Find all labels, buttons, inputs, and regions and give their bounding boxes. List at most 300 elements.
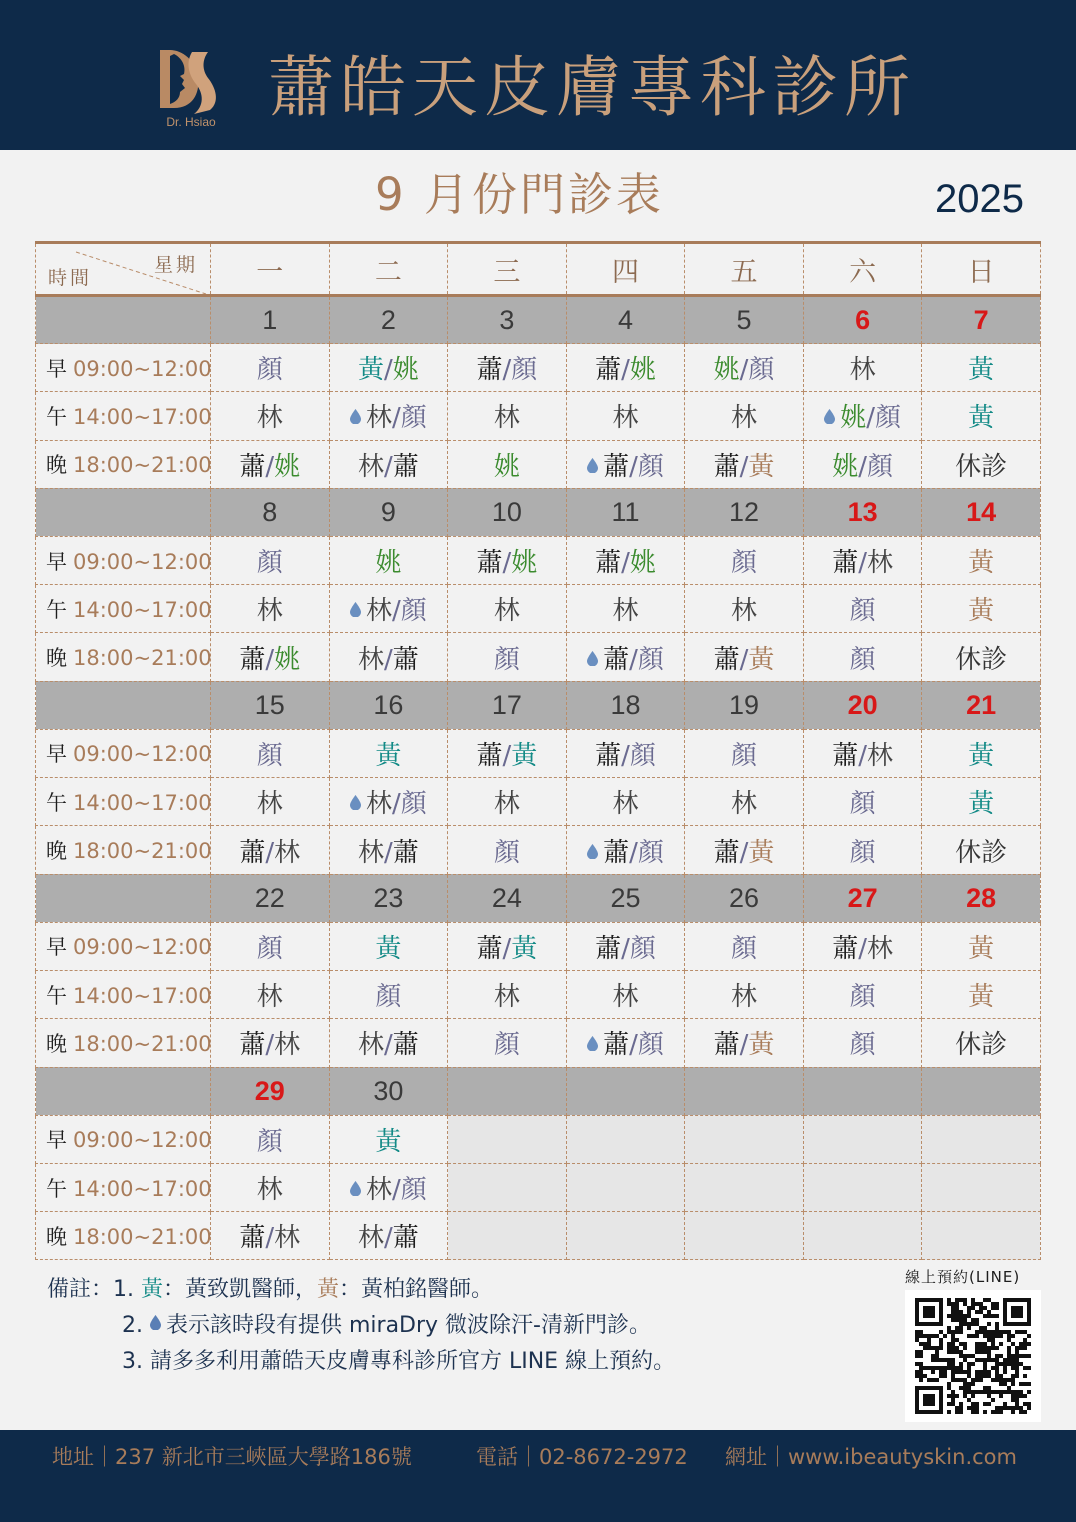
doctor-name: 顏 xyxy=(256,355,283,386)
date-row-label xyxy=(36,1067,211,1115)
doctor-name: 顏 xyxy=(849,1030,876,1061)
slot-name: 早 xyxy=(46,549,67,574)
doctor-name: / xyxy=(621,548,630,579)
doctor-name: / xyxy=(502,933,512,964)
doctor-name: 休診 xyxy=(955,1030,1008,1061)
schedule-cell xyxy=(922,1212,1041,1260)
doctor-name: 蕭 xyxy=(603,1030,630,1061)
schedule-cell xyxy=(922,970,1041,1018)
schedule-cell xyxy=(211,970,330,1018)
date-cell: 15 xyxy=(211,681,330,729)
doctor-name: 林 xyxy=(493,982,520,1013)
doctor-name: / xyxy=(391,403,401,434)
slot-label xyxy=(36,585,211,633)
doctor-name: / xyxy=(502,548,512,579)
doctor-name: 蕭 xyxy=(595,933,622,964)
doctor-name: 蕭 xyxy=(595,548,622,579)
doctor-name: 林 xyxy=(365,789,392,820)
doctor-name: 林 xyxy=(849,355,876,386)
doctor-name: / xyxy=(383,451,393,482)
doctor-name: 黃 xyxy=(375,933,402,964)
doctor-name: 姚 xyxy=(832,451,859,482)
doctor-name: / xyxy=(858,548,867,579)
doctor-name: 黃 xyxy=(748,451,775,482)
doctor-name: 蕭 xyxy=(239,644,266,675)
doctor-name: 林 xyxy=(493,403,520,434)
doctor-name: 顏 xyxy=(400,789,427,820)
page-title: 9 月份門診表 xyxy=(375,168,664,221)
slot-name: 午 xyxy=(46,404,67,429)
doctor-name: 黃 xyxy=(968,740,995,771)
slot-label xyxy=(36,1115,211,1163)
water-drop-icon xyxy=(587,844,598,859)
schedule-cell xyxy=(329,729,448,777)
doctor-name: 顏 xyxy=(874,403,901,434)
corner-weekday-label: 星期 xyxy=(153,254,198,276)
slot-label xyxy=(36,633,211,681)
schedule-cell xyxy=(566,392,685,440)
slot-name: 午 xyxy=(46,597,67,622)
note-1-doctor-b: ：黃柏銘醫師。 xyxy=(339,1277,494,1302)
doctor-name: 林 xyxy=(866,548,893,579)
slot-time: 14:00~17:00 xyxy=(73,790,212,815)
water-drop-icon xyxy=(350,1181,361,1196)
date-cell: 6 xyxy=(803,296,922,344)
slot-time: 14:00~17:00 xyxy=(73,597,212,622)
schedule-cell xyxy=(329,1115,448,1163)
schedule-cell xyxy=(448,440,567,488)
date-cell: 13 xyxy=(803,488,922,536)
date-cell xyxy=(803,1067,922,1115)
schedule-cell xyxy=(685,778,804,826)
schedule-cell xyxy=(803,1115,922,1163)
slot-name: 晚 xyxy=(46,1224,67,1249)
doctor-name: 黃 xyxy=(748,644,775,675)
slot-row xyxy=(36,633,1041,681)
doctor-name: 顏 xyxy=(731,548,758,579)
date-cell: 27 xyxy=(803,874,922,922)
schedule-cell xyxy=(211,1019,330,1067)
schedule-cell xyxy=(329,440,448,488)
schedule-cell xyxy=(566,778,685,826)
schedule-cell xyxy=(803,1212,922,1260)
slot-label xyxy=(36,440,211,488)
date-cell xyxy=(922,1067,1041,1115)
date-row xyxy=(36,681,1041,729)
doctor-name: / xyxy=(739,451,749,482)
schedule-cell xyxy=(922,536,1041,584)
slot-time: 09:00~12:00 xyxy=(73,549,212,574)
doctor-name: 林 xyxy=(357,1030,384,1061)
schedule-cell xyxy=(803,1019,922,1067)
doctor-name: 林 xyxy=(357,1223,384,1254)
doctor-name: 休診 xyxy=(955,644,1008,675)
doctor-name: / xyxy=(858,933,867,964)
slot-row xyxy=(36,826,1041,874)
water-drop-icon xyxy=(150,1315,161,1330)
doctor-name: 林 xyxy=(731,982,758,1013)
schedule-cell xyxy=(329,633,448,681)
doctor-name: 顏 xyxy=(493,644,520,675)
footer-website[interactable]: 網址｜www.ibeautyskin.com xyxy=(725,1445,1017,1469)
schedule-cell xyxy=(922,922,1041,970)
doctor-name: 林 xyxy=(612,403,639,434)
doctor-name: 顏 xyxy=(731,740,758,771)
schedule-cell xyxy=(566,1115,685,1163)
date-cell: 17 xyxy=(448,681,567,729)
doctor-name: 顏 xyxy=(637,451,664,482)
doctor-name: / xyxy=(383,1030,393,1061)
doctor-name: / xyxy=(629,644,638,675)
doctor-name: 顏 xyxy=(493,1030,520,1061)
doctor-name: / xyxy=(739,1030,749,1061)
date-cell: 20 xyxy=(803,681,922,729)
schedule-cell xyxy=(448,536,567,584)
doctor-name: 蕭 xyxy=(239,451,266,482)
schedule-cell xyxy=(922,1019,1041,1067)
notes-label: 備註： xyxy=(47,1277,114,1302)
doctor-name: 黃 xyxy=(357,355,384,386)
schedule-cell xyxy=(448,922,567,970)
doctor-name: 林 xyxy=(612,982,639,1013)
slot-row xyxy=(36,778,1041,826)
schedule-cell xyxy=(329,970,448,1018)
doctor-name: 蕭 xyxy=(476,355,503,386)
schedule-cell xyxy=(803,536,922,584)
date-cell: 2 xyxy=(329,296,448,344)
slot-label xyxy=(36,1019,211,1067)
schedule-cell xyxy=(329,344,448,392)
doctor-name: 顏 xyxy=(493,837,520,868)
doctor-name: / xyxy=(858,451,867,482)
doctor-name: 林 xyxy=(256,1175,283,1205)
doctor-name: / xyxy=(621,740,630,771)
water-drop-icon xyxy=(587,651,598,666)
doctor-name: 黃 xyxy=(968,355,995,386)
doctor-name: 黃 xyxy=(375,1126,402,1157)
weekday-header: 一 xyxy=(211,243,330,296)
slot-name: 午 xyxy=(46,1176,67,1201)
doctor-name: 黃 xyxy=(968,982,995,1013)
doctor-name: 林 xyxy=(256,789,283,820)
schedule-cell xyxy=(566,440,685,488)
schedule-cell xyxy=(685,729,804,777)
slot-row xyxy=(36,922,1041,970)
note-1-name-a: 黃 xyxy=(141,1277,164,1302)
schedule-cell xyxy=(566,1212,685,1260)
doctor-name: 顏 xyxy=(849,789,876,820)
schedule-cell xyxy=(211,1115,330,1163)
schedule-table xyxy=(35,241,1041,1260)
doctor-name: / xyxy=(383,1223,393,1254)
date-cell: 22 xyxy=(211,874,330,922)
doctor-name: 蕭 xyxy=(392,451,419,482)
doctor-name: 蕭 xyxy=(239,1223,266,1254)
doctor-name: / xyxy=(858,740,867,771)
schedule-cell xyxy=(448,1019,567,1067)
schedule-cell xyxy=(329,826,448,874)
date-cell: 25 xyxy=(566,874,685,922)
footer-phone: 電話｜02-8672-2972 xyxy=(476,1445,688,1469)
note-2-prefix: 2. xyxy=(122,1313,150,1338)
doctor-name: 顏 xyxy=(400,1175,427,1205)
doctor-name: / xyxy=(391,596,401,627)
date-cell: 21 xyxy=(922,681,1041,729)
doctor-name: 蕭 xyxy=(476,933,503,964)
schedule-cell xyxy=(685,344,804,392)
slot-row xyxy=(36,392,1041,440)
doctor-name: 蕭 xyxy=(392,1030,419,1061)
water-drop-icon xyxy=(350,409,361,424)
doctor-name: 林 xyxy=(612,596,639,627)
date-cell: 29 xyxy=(211,1067,330,1115)
doctor-name: 顏 xyxy=(849,837,876,868)
slot-row xyxy=(36,1019,1041,1067)
doctor-name: / xyxy=(383,837,393,868)
schedule-cell xyxy=(329,536,448,584)
schedule-cell xyxy=(329,585,448,633)
slot-label xyxy=(36,826,211,874)
slot-label xyxy=(36,778,211,826)
doctor-name: 林 xyxy=(731,789,758,820)
doctor-name: 林 xyxy=(365,403,392,434)
doctor-name: / xyxy=(265,1030,275,1061)
slot-name: 晚 xyxy=(46,453,67,478)
corner-header xyxy=(36,243,211,296)
doctor-name: 林 xyxy=(612,789,639,820)
clinic-name: 蕭皓天皮膚專科診所 xyxy=(268,49,916,126)
schedule-cell xyxy=(685,1163,804,1211)
date-cell: 16 xyxy=(329,681,448,729)
schedule-cell xyxy=(448,970,567,1018)
schedule-cell xyxy=(922,826,1041,874)
doctor-name: 顏 xyxy=(400,596,427,627)
doctor-name: / xyxy=(739,837,749,868)
date-cell: 7 xyxy=(922,296,1041,344)
date-row-label xyxy=(36,296,211,344)
schedule-cell xyxy=(211,536,330,584)
date-row-label xyxy=(36,874,211,922)
schedule-cell xyxy=(566,585,685,633)
doctor-name: 姚 xyxy=(629,355,656,386)
doctor-name: 姚 xyxy=(375,548,402,579)
doctor-name: / xyxy=(383,355,393,386)
schedule-cell xyxy=(803,970,922,1018)
weekday-header: 三 xyxy=(448,243,567,296)
schedule-cell xyxy=(922,392,1041,440)
doctor-name: 顏 xyxy=(849,982,876,1013)
schedule-cell xyxy=(329,778,448,826)
schedule-cell xyxy=(685,392,804,440)
date-cell: 24 xyxy=(448,874,567,922)
slot-time: 18:00~21:00 xyxy=(73,453,212,478)
doctor-name: 林 xyxy=(256,403,283,434)
doctor-name: 林 xyxy=(493,789,520,820)
date-cell: 18 xyxy=(566,681,685,729)
doctor-name: 休診 xyxy=(955,837,1008,868)
doctor-name: 姚 xyxy=(392,355,419,386)
schedule-cell xyxy=(803,633,922,681)
schedule-cell xyxy=(329,392,448,440)
date-row xyxy=(36,488,1041,536)
schedule-cell xyxy=(211,585,330,633)
slot-time: 18:00~21:00 xyxy=(73,1224,212,1249)
schedule-cell xyxy=(922,778,1041,826)
doctor-name: / xyxy=(866,403,875,434)
doctor-name: / xyxy=(621,933,630,964)
date-row xyxy=(36,874,1041,922)
doctor-name: 林 xyxy=(357,837,384,868)
doctor-name: 林 xyxy=(866,933,893,964)
date-cell xyxy=(448,1067,567,1115)
doctor-name: 林 xyxy=(866,740,893,771)
date-cell: 9 xyxy=(329,488,448,536)
weekday-header: 六 xyxy=(803,243,922,296)
date-cell: 5 xyxy=(685,296,804,344)
schedule-cell xyxy=(448,633,567,681)
doctor-name: 姚 xyxy=(713,355,740,386)
schedule-cell xyxy=(211,922,330,970)
doctor-name: 蕭 xyxy=(713,451,740,482)
water-drop-icon xyxy=(350,602,361,617)
doctor-name: 林 xyxy=(274,837,301,868)
schedule-cell xyxy=(803,1163,922,1211)
doctor-name: 顏 xyxy=(637,837,664,868)
water-drop-icon xyxy=(587,458,598,473)
schedule-cell xyxy=(685,585,804,633)
date-cell: 8 xyxy=(211,488,330,536)
slot-name: 早 xyxy=(46,742,67,767)
schedule-cell xyxy=(448,1115,567,1163)
slot-time: 09:00~12:00 xyxy=(73,1128,212,1153)
schedule-cell xyxy=(922,440,1041,488)
doctor-name: 黃 xyxy=(968,933,995,964)
schedule-cell xyxy=(803,392,922,440)
schedule-cell xyxy=(448,392,567,440)
date-row-label xyxy=(36,488,211,536)
slot-time: 09:00~12:00 xyxy=(73,356,212,381)
schedule-cell xyxy=(803,440,922,488)
slot-time: 18:00~21:00 xyxy=(73,839,212,864)
schedule-cell xyxy=(685,1212,804,1260)
schedule-cell xyxy=(566,729,685,777)
doctor-name: 顏 xyxy=(375,982,402,1013)
line-qr-code[interactable] xyxy=(905,1290,1041,1422)
schedule-cell xyxy=(803,729,922,777)
doctor-name: 顏 xyxy=(629,740,656,771)
doctor-name: 姚 xyxy=(629,548,656,579)
doctor-name: 蕭 xyxy=(595,355,622,386)
slot-row xyxy=(36,440,1041,488)
slot-name: 午 xyxy=(46,983,67,1008)
doctor-name: 蕭 xyxy=(603,837,630,868)
doctor-name: 蕭 xyxy=(832,740,859,771)
doctor-name: 林 xyxy=(357,451,384,482)
schedule-cell xyxy=(803,826,922,874)
schedule-cell xyxy=(922,729,1041,777)
schedule-cell xyxy=(922,585,1041,633)
date-row xyxy=(36,296,1041,344)
schedule-cell xyxy=(448,778,567,826)
slot-time: 09:00~12:00 xyxy=(73,742,212,767)
doctor-name: 林 xyxy=(256,982,283,1013)
note-1-prefix: 1. xyxy=(113,1277,141,1302)
doctor-name: 林 xyxy=(256,596,283,627)
slot-name: 晚 xyxy=(46,646,67,671)
date-row xyxy=(36,1067,1041,1115)
schedule-cell xyxy=(566,922,685,970)
doctor-name: 蕭 xyxy=(603,451,630,482)
doctor-name: 林 xyxy=(493,596,520,627)
doctor-name: 林 xyxy=(365,596,392,627)
doctor-name: 蕭 xyxy=(713,837,740,868)
doctor-name: 顏 xyxy=(256,933,283,964)
doctor-name: 蕭 xyxy=(595,740,622,771)
schedule-cell xyxy=(803,922,922,970)
doctor-name: 顏 xyxy=(849,596,876,627)
schedule-cell xyxy=(329,1163,448,1211)
doctor-name: 蕭 xyxy=(832,933,859,964)
schedule-cell xyxy=(685,970,804,1018)
slot-row xyxy=(36,970,1041,1018)
schedule-cell xyxy=(211,440,330,488)
doctor-name: 黃 xyxy=(375,740,402,771)
doctor-name: 姚 xyxy=(274,451,301,482)
doctor-name: 林 xyxy=(731,403,758,434)
doctor-name: 林 xyxy=(357,644,384,675)
date-cell xyxy=(566,1067,685,1115)
slot-label xyxy=(36,1163,211,1211)
water-drop-icon xyxy=(587,1036,598,1051)
schedule-cell xyxy=(211,1163,330,1211)
header-bar xyxy=(0,0,1076,150)
schedule-cell xyxy=(211,1212,330,1260)
doctor-name: 黃 xyxy=(748,1030,775,1061)
doctor-name: 顏 xyxy=(256,548,283,579)
doctor-name: / xyxy=(629,1030,638,1061)
date-cell: 12 xyxy=(685,488,804,536)
slot-label xyxy=(36,392,211,440)
date-cell: 10 xyxy=(448,488,567,536)
slot-time: 14:00~17:00 xyxy=(73,404,212,429)
doctor-name: 姚 xyxy=(274,644,301,675)
doctor-name: 姚 xyxy=(493,451,520,482)
slot-name: 早 xyxy=(46,935,67,960)
doctor-name: 顏 xyxy=(511,355,538,386)
note-2 xyxy=(47,1308,675,1344)
logo-text: Dr. Hsiao xyxy=(166,115,216,129)
doctor-name: / xyxy=(739,355,749,386)
doctor-name: / xyxy=(621,355,630,386)
water-drop-icon xyxy=(824,409,835,424)
doctor-name: 蕭 xyxy=(239,837,266,868)
footer-address: 地址｜237 新北市三峽區大學路186號 xyxy=(52,1445,412,1469)
schedule-cell xyxy=(448,1212,567,1260)
slot-time: 14:00~17:00 xyxy=(73,1176,212,1201)
date-cell: 28 xyxy=(922,874,1041,922)
water-drop-icon xyxy=(350,795,361,810)
doctor-name: 顏 xyxy=(256,1126,283,1157)
doctor-name: 顏 xyxy=(866,451,893,482)
note-2-text: 表示該時段有提供 miraDry 微波除汗-清新門診。 xyxy=(165,1313,651,1338)
schedule-cell xyxy=(566,344,685,392)
qr-label: 線上預約(LINE) xyxy=(905,1268,1021,1286)
doctor-name: 顏 xyxy=(849,644,876,675)
slot-name: 晚 xyxy=(46,839,67,864)
schedule-cell xyxy=(566,1019,685,1067)
year-label: 2025 xyxy=(935,177,1024,221)
doctor-name: 黃 xyxy=(968,596,995,627)
